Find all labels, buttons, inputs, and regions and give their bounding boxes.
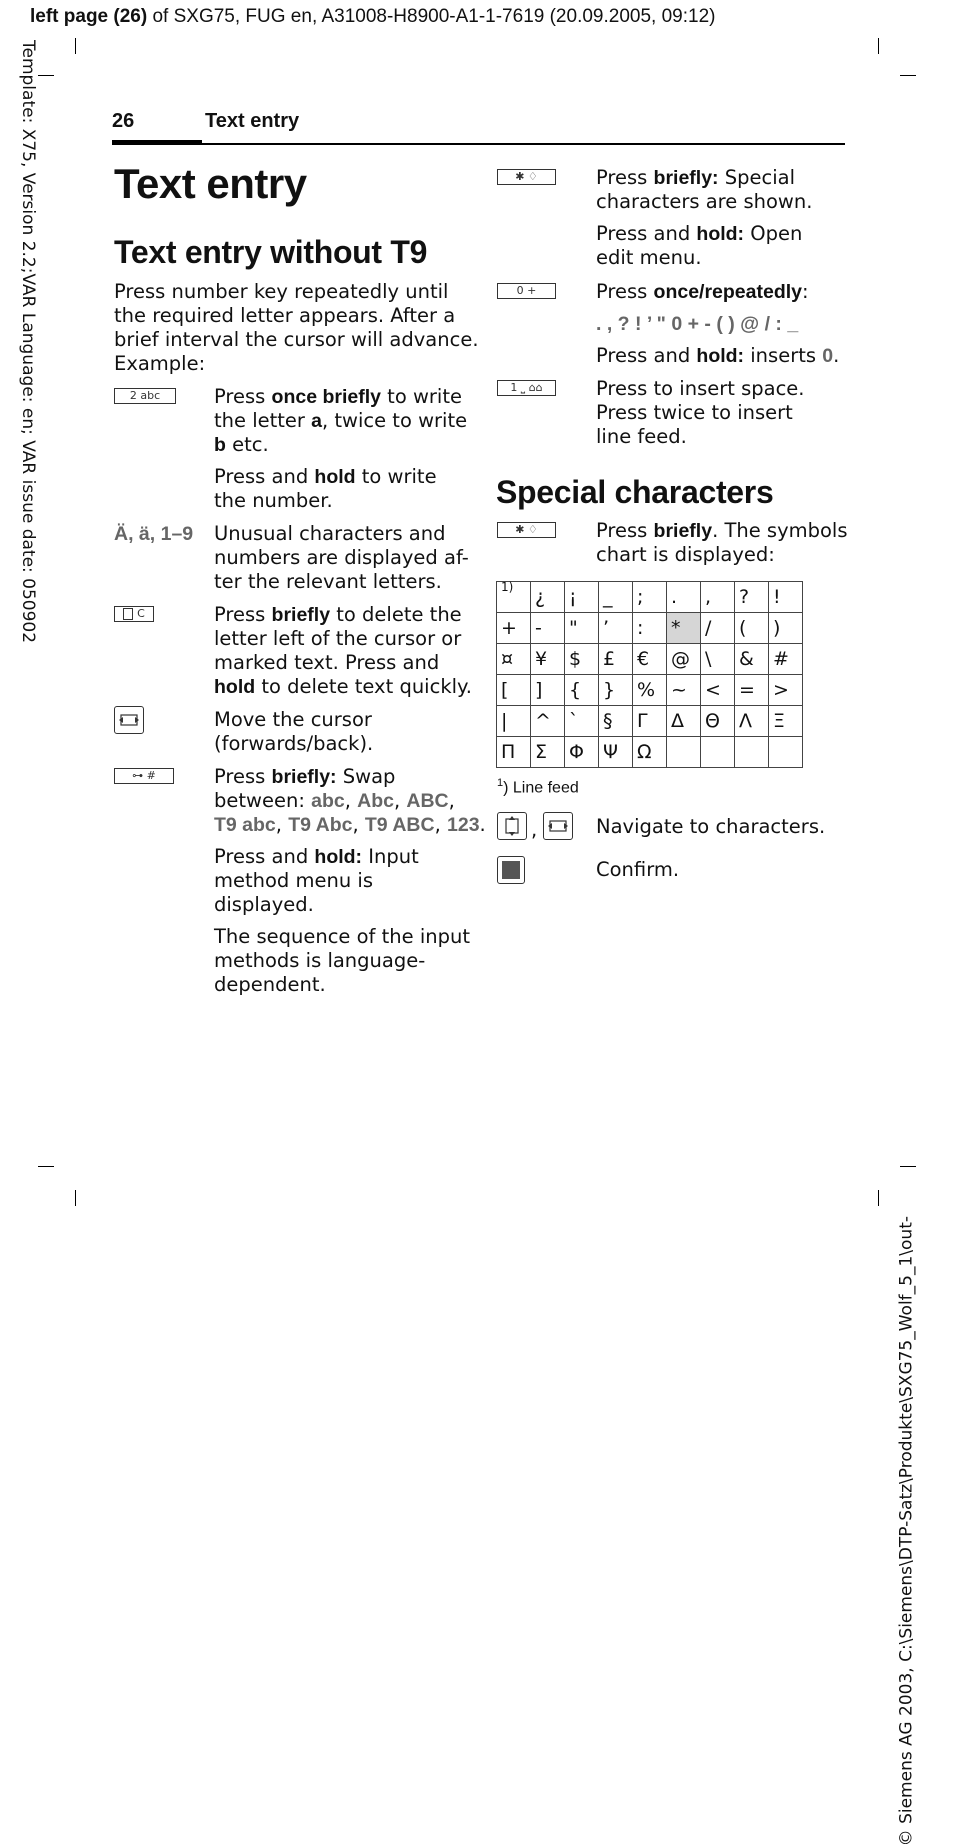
umlaut-description: Unusual characters and numbers are displayed af- ter the relevant letters. xyxy=(214,522,469,593)
symbol-cell: Θ xyxy=(701,706,735,737)
symbols-row xyxy=(497,582,803,613)
symbol-cell xyxy=(769,737,803,768)
symbol-cell: = xyxy=(735,675,769,706)
nav-description: Move the cursor (forwards/back). xyxy=(214,708,374,755)
key-0-icon: 0 + xyxy=(497,283,556,299)
nav-up-down-icon xyxy=(497,812,527,840)
center-confirm-key-icon xyxy=(497,856,525,884)
print-header xyxy=(30,6,715,28)
symbols-row xyxy=(497,737,803,768)
symbol-cell: . xyxy=(667,582,701,613)
symbol-cell: ? xyxy=(735,582,769,613)
crop-mark xyxy=(75,38,76,54)
side-template-text: Template: X75, Version 2.2;VAR Language: en; VAR issue date: 050902 xyxy=(18,40,38,644)
symbol-cell: : xyxy=(633,613,667,644)
symbol-cell: ^ xyxy=(531,706,565,737)
symbol-cell: Φ xyxy=(565,737,599,768)
crop-mark xyxy=(878,1190,879,1206)
nav-left-right-icon xyxy=(114,706,144,734)
intro-line: Press number key repeatedly until xyxy=(114,280,449,303)
crop-mark xyxy=(900,75,916,76)
symbol-cell: ! xyxy=(769,582,803,613)
symbol-cell: @ xyxy=(667,644,701,675)
key-2-icon: 2 abc xyxy=(114,388,176,404)
navigate-description: Navigate to characters. xyxy=(596,815,826,838)
key-2-description: Press once briefly to write the letter a, twice to write b etc. Press and hold to write the number. xyxy=(214,385,468,512)
symbol-cell: { xyxy=(565,675,599,706)
table-footnote: $^1$) Line feed xyxy=(497,777,579,797)
symbol-cell: # xyxy=(769,644,803,675)
symbol-cell: Ω xyxy=(633,737,667,768)
intro-line: Example: xyxy=(114,352,206,375)
symbol-cell xyxy=(735,737,769,768)
symbol-cell: ¥ xyxy=(531,644,565,675)
key-star-description: Press briefly: Special characters are shown. Press and hold: Open edit menu. xyxy=(596,166,813,269)
crop-mark xyxy=(878,38,879,54)
symbol-cell: Π xyxy=(497,737,531,768)
symbol-cell: % xyxy=(633,675,667,706)
symbols-row xyxy=(497,644,803,675)
symbol-cell: + xyxy=(497,613,531,644)
symbol-cell: } xyxy=(599,675,633,706)
key-1-icon: 1 ⎵ ⌂⌂ xyxy=(497,380,556,396)
symbol-cell: Δ xyxy=(667,706,701,737)
side-copyright-note xyxy=(896,516,946,1846)
symbol-cell: ¡ xyxy=(565,582,599,613)
symbol-cell: Σ xyxy=(531,737,565,768)
symbol-cell xyxy=(667,737,701,768)
key-star-icon: ✱ ♢ xyxy=(497,169,556,185)
symbol-cell: _ xyxy=(599,582,633,613)
running-title: Text entry xyxy=(205,110,300,132)
symbol-cell: Λ xyxy=(735,706,769,737)
symbol-cell-selected: * xyxy=(667,613,701,644)
confirm-description: Confirm. xyxy=(596,858,680,881)
special-chars-description: Press briefly. The symbols chart is displayed: xyxy=(596,519,848,566)
symbols-row xyxy=(497,613,803,644)
umlaut-label: Ä, ä, 1–9 xyxy=(114,523,194,545)
symbol-cell: " xyxy=(565,613,599,644)
nav-left-right-icon xyxy=(543,812,573,840)
intro-paragraph xyxy=(114,280,479,376)
symbol-cell: Ψ xyxy=(599,737,633,768)
symbol-cell: \ xyxy=(701,644,735,675)
symbols-chart xyxy=(496,581,803,768)
crop-mark xyxy=(38,1166,54,1167)
symbol-cell xyxy=(701,737,735,768)
crop-mark xyxy=(38,75,54,76)
key-hash-description: Press briefly: Swap between: abc, Abc, ABC, T9 abc, T9 Abc, T9 ABC, 123. Press and hold: Input method menu is displayed. The sequence of the input methods is language- dependent. xyxy=(214,765,486,996)
symbol-cell: ’ xyxy=(599,613,633,644)
symbol-cell: & xyxy=(735,644,769,675)
symbol-cell: > xyxy=(769,675,803,706)
symbol-cell: § xyxy=(599,706,633,737)
intro-line: brief interval the cursor will advance. xyxy=(114,328,479,351)
symbol-cell: 1) xyxy=(497,582,531,613)
symbols-row xyxy=(497,675,803,706)
side-copyright-text: © Siemens AG 2003, C:\Siemens\DTP-Satz\Produkte\SXG75_Wolf_5_1\out- xyxy=(896,1216,916,1846)
symbols-row xyxy=(497,706,803,737)
symbol-cell: ¿ xyxy=(531,582,565,613)
print-header-bold: left page (26) xyxy=(30,6,148,27)
symbol-cell: € xyxy=(633,644,667,675)
header-rule xyxy=(112,143,845,145)
symbol-cell: ` xyxy=(565,706,599,737)
intro-line: the required letter appears. After a xyxy=(114,304,456,327)
symbol-cell: ~ xyxy=(667,675,701,706)
key-star-icon: ✱ ♢ xyxy=(497,522,556,538)
symbol-cell: ) xyxy=(769,613,803,644)
symbol-cell: | xyxy=(497,706,531,737)
print-header-rest: of SXG75, FUG en, A31008-H8900-A1-1-7619 (20.09.2005, 09:12) xyxy=(147,6,716,27)
page-number: 26 xyxy=(112,110,135,132)
page-title: Text entry xyxy=(114,160,307,207)
crop-mark xyxy=(75,1190,76,1206)
symbol-cell: ] xyxy=(531,675,565,706)
key-c-icon: C xyxy=(114,606,154,622)
symbol-cell: Γ xyxy=(633,706,667,737)
symbol-cell: < xyxy=(701,675,735,706)
nav-separator: , xyxy=(531,818,538,841)
symbol-cell: / xyxy=(701,613,735,644)
symbol-cell: [ xyxy=(497,675,531,706)
section-heading-special-characters: Special characters xyxy=(496,474,774,510)
symbol-cell: ¤ xyxy=(497,644,531,675)
key-0-description: Press once/repeatedly: . , ? ! ’ " 0 + - ( ) @ / : _ Press and hold: inserts 0. xyxy=(596,280,840,367)
symbol-cell: , xyxy=(701,582,735,613)
symbol-cell: ; xyxy=(633,582,667,613)
symbol-cell: £ xyxy=(599,644,633,675)
key-1-description: Press to insert space. Press twice to insert line feed. xyxy=(596,377,805,448)
symbol-cell: ( xyxy=(735,613,769,644)
section-heading-without-t9: Text entry without T9 xyxy=(114,234,428,270)
key-hash-icon: ⊶ # xyxy=(114,768,174,784)
side-template-note xyxy=(8,40,38,720)
crop-mark xyxy=(900,1166,916,1167)
symbol-cell: Ξ xyxy=(769,706,803,737)
key-c-description: Press briefly to delete the letter left of the cursor or marked text. Press and hold to delete text quickly. xyxy=(214,603,472,698)
symbol-cell: - xyxy=(531,613,565,644)
header-rule-accent xyxy=(112,140,202,145)
symbol-cell: $ xyxy=(565,644,599,675)
